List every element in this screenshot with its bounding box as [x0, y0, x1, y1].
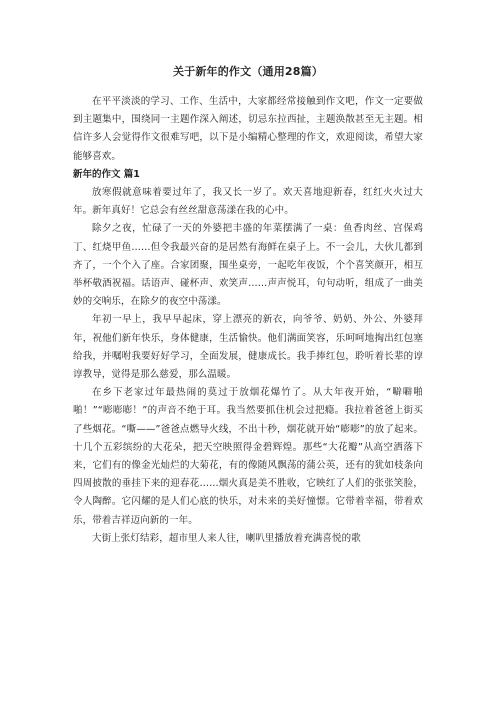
body-paragraph-2: 除夕之夜，忙碌了一天的外婆把丰盛的年菜摆满了一桌：鱼香肉丝、宫保鸡丁、红烧甲鱼……但令我最兴奋的是居然有海鲜在桌子上。不一会儿，大伙儿都到齐了，一个个入了座。合家团聚，围坐桌旁，一起吃年夜饭，个个喜笑颜开，相互举杯敬酒祝福。话语声、碰杯声、欢笑声……声声悦耳，句句动听，组成了一曲美妙的交响乐，在除夕的夜空中荡漾。: [73, 223, 423, 308]
section-heading: 新年的作文 篇1: [73, 168, 140, 180]
body-paragraph-5: 大街上张灯结彩，超市里人来人往，喇叭里播放着充满喜悦的歌: [92, 532, 361, 544]
body-paragraph-3: 年初一早上，我早早起床，穿上漂亮的新衣，向爷爷、奶奶、外公、外婆拜年，祝他们新年快乐，身体健康，生活愉快。他们满面笑容，乐呵呵地掏出红包塞给我，并嘱咐我要好好学习，全面发展，健康成长。我手捧红包，聆听着长辈的谆谆教导，觉得是那么慈爱，那么温暖。: [73, 314, 423, 381]
intro-paragraph: 在平平淡淡的学习、工作、生活中，大家都经常接触到作文吧，作文一定要做到主题集中，围绕同一主题作深入阐述，切忌东拉西扯，主题涣散甚至无主题。相信许多人会觉得作文很难写吧，以下是小编精心整理的作文，欢迎阅读，希望大家能够喜欢。: [73, 96, 423, 162]
body-paragraph-1: 放寒假就意味着要过年了，我又长一岁了。欢天喜地迎新春，红红火火过大年。新年真好！它总会有丝丝甜意荡漾在我的心中。: [73, 187, 423, 217]
document-page: [73, 64, 423, 548]
document-title: 关于新年的作文（通用28篇）: [172, 65, 324, 78]
body-paragraph-4: 在乡下老家过年最热闹的莫过于放烟花爆竹了。从大年夜开始，“噼噼啪啪！”“嘭嘭嘭！”的声音不绝于耳。我当然要抓住机会过把瘾。我拉着爸爸上街买了些烟花。“嘶——”爸爸点燃导火线，不出十秒，烟花就开始“嘭嘭”的放了起来。十几个五彩缤纷的大花朵，把天空映照得金碧辉煌。那些“大花瓣”从高空洒落下来，它们有的像金光灿烂的大菊花，有的像随风飘荡的蒲公英，还有的犹如枝条向四周披散的垂挂下来的迎春花……烟火真是美不胜收，它映红了人们的张张笑脸，令人陶醉。它闪耀的是人们心底的快乐，对未来的美好憧憬。它带着幸福，带着欢乐，带着吉祥迈向新的一年。: [73, 387, 423, 526]
